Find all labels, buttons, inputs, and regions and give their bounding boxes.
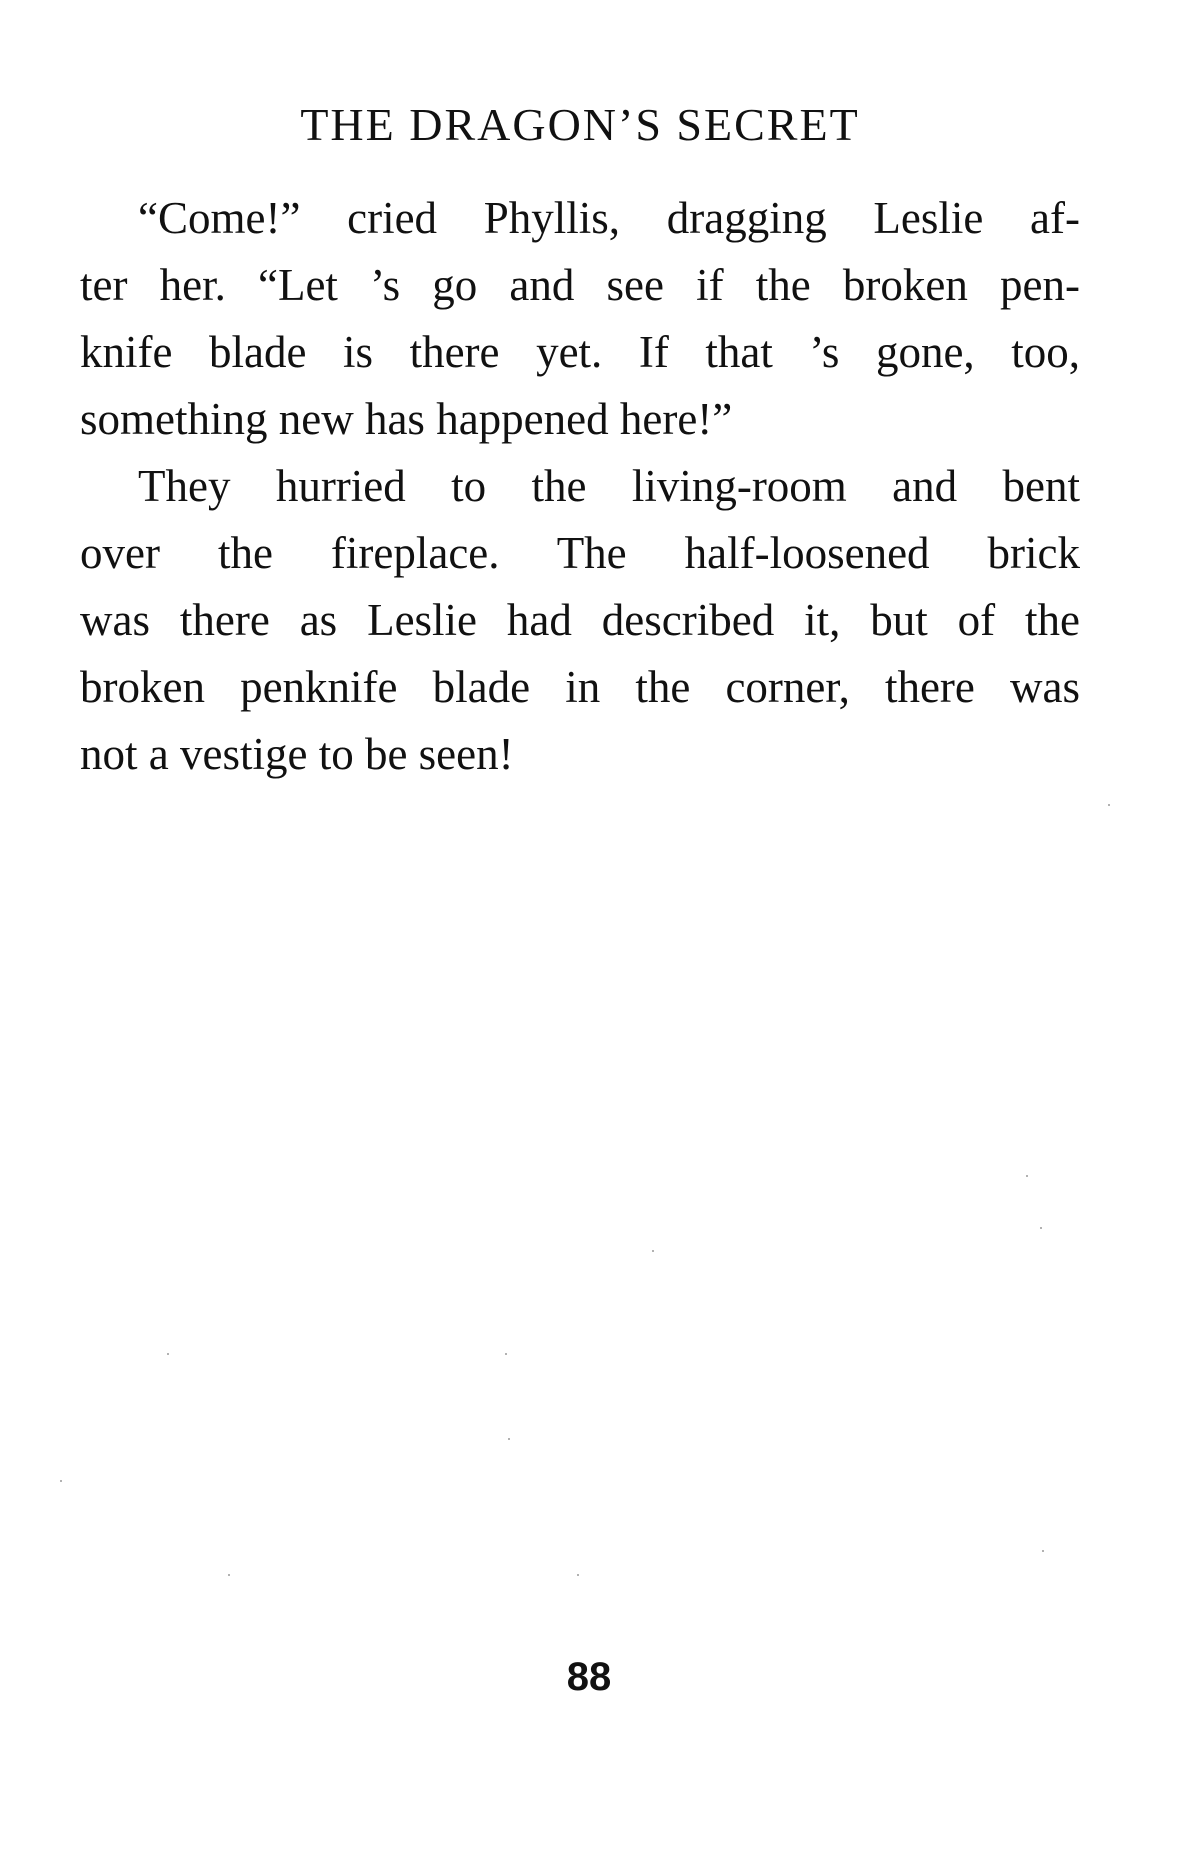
scan-speck: [652, 1250, 654, 1252]
text-line: something new has happened here!”: [80, 394, 733, 444]
paragraph: [80, 453, 1080, 788]
scan-speck: [1042, 1550, 1044, 1552]
text-line: knife blade is there yet. If that ’s gone, too,: [80, 327, 1080, 377]
scan-speck: [1026, 1175, 1028, 1177]
scan-speck: [167, 1353, 169, 1355]
text-line: not a vestige to be seen!: [80, 729, 514, 779]
scan-speck: [228, 1574, 230, 1576]
scan-speck: [1040, 1227, 1042, 1229]
scan-speck: [505, 1353, 507, 1355]
text-line: “Come!” cried Phyllis, dragging Leslie af-: [138, 193, 1080, 243]
page-number: 88: [566, 1655, 612, 1699]
scan-speck: [60, 1480, 62, 1482]
paragraph: [80, 185, 1080, 453]
text-line: ter her. “Let ’s go and see if the broken pen-: [80, 260, 1080, 310]
scan-speck: [577, 1574, 579, 1576]
text-line: They hurried to the living-room and bent: [138, 461, 1080, 511]
text-line: broken penknife blade in the corner, there was: [80, 662, 1080, 712]
scan-speck: [508, 1438, 510, 1440]
running-head: THE DRAGON’S SECRET: [300, 99, 860, 150]
text-line: was there as Leslie had described it, but of the: [80, 595, 1080, 645]
text-line: over the fireplace. The half-loosened brick: [80, 528, 1080, 578]
scan-speck: [1108, 804, 1110, 806]
body-text: [80, 185, 1080, 788]
